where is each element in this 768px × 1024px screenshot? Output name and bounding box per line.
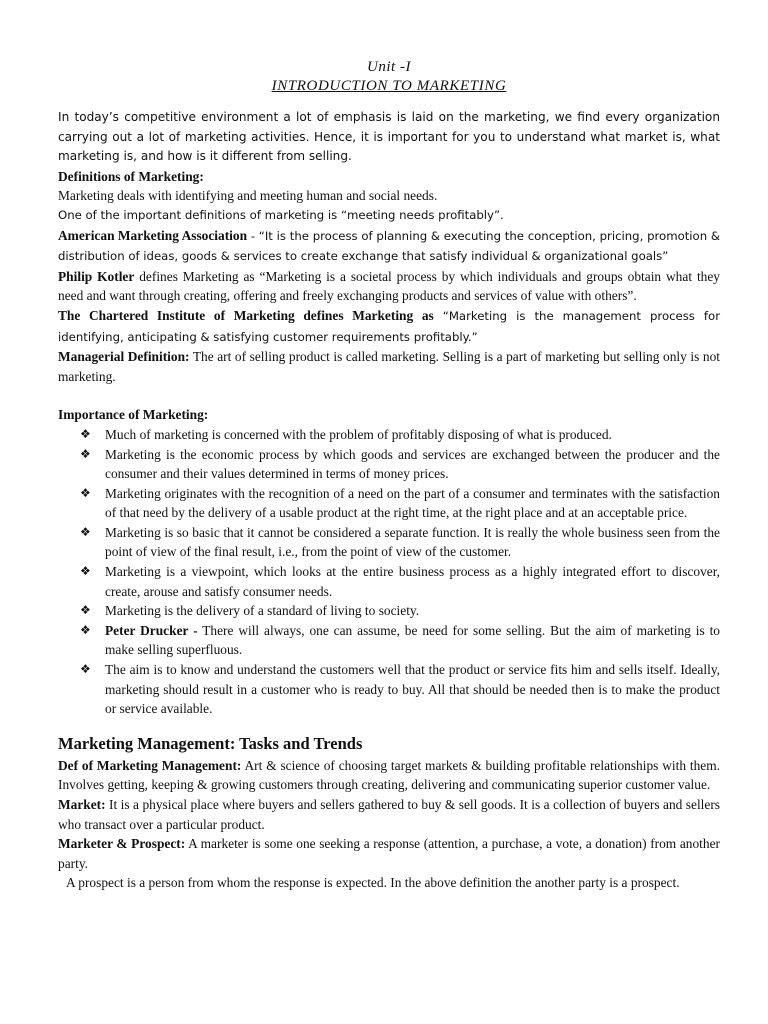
ama-label: American Marketing Association — [58, 227, 248, 243]
list-item: ❖ Marketing is so basic that it cannot be considered a separate function. It is really the whole business seen from the point of view of the final result, i.e., from the point of view of the customer. — [80, 524, 720, 560]
importance-list — [58, 425, 720, 719]
diamond-bullet-icon: ❖ — [80, 564, 91, 579]
definitions-heading: Definitions of Marketing: — [58, 168, 204, 184]
cim-text: “Marketing is the management process for identifying, anticipating & satisfying customer requirements profitably.” — [58, 308, 720, 344]
cim-definition — [58, 306, 720, 347]
market-text: It is a physical place where buyers and sellers gathered to buy & sell goods. It is a collection of buyers and sellers who transact over a particular product. — [58, 797, 720, 832]
ama-text: - “It is the process of planning & executing the conception, pricing, promotion & distribution of ideas, goods & services to create exchange that satisfy individual & organizational goals” — [58, 228, 721, 264]
list-item: ❖ Much of marketing is concerned with the problem of profitably disposing of what is produced. — [58, 425, 720, 445]
unit-label: Unit -I — [367, 59, 411, 75]
marketer-label: Marketer & Prospect: — [58, 836, 186, 852]
kotler-label: Philip Kotler — [58, 268, 135, 284]
page-title: INTRODUCTION TO MARKETING — [271, 78, 507, 94]
list-item: ❖ Marketing is the delivery of a standard of living to society. — [58, 601, 720, 621]
intro-paragraph: In today’s competitive environment a lot of emphasis is laid on the marketing, we find every organization carrying out a lot of marketing activities. Hence, it is important for you to understand what market is, what marketing is, and how is it different from selling. — [58, 110, 720, 164]
diamond-bullet-icon: ❖ — [80, 662, 91, 677]
market-definition — [58, 795, 720, 834]
document-page — [58, 58, 720, 893]
list-item: ❖ Marketing is a viewpoint, which looks at the entire business process as a highly integrated effort to discover, create, arouse and satisfy consumer needs. — [80, 564, 720, 599]
marketer-text: A marketer is some one seeking a response (attention, a purchase, a vote, a donation) from another party. — [58, 836, 720, 871]
diamond-bullet-icon: ❖ — [80, 622, 91, 637]
managerial-definition — [58, 347, 720, 386]
kotler-definition — [58, 267, 720, 306]
marketer-definition — [58, 834, 720, 873]
kotler-text: defines Marketing as “Marketing is a societal process by which individuals and groups obtain what they need and want through creating, offering and freely exchanging products and services of value with others”. — [58, 268, 720, 304]
definition-line-1: Marketing deals with identifying and meeting human and social needs. — [58, 188, 438, 204]
list-item: ❖ The aim is to know and understand the customers well that the product or service fits him and sells itself. Ideally, marketing should result in a customer who is ready to buy. All that should be needed then is to make the product or service available. — [80, 662, 720, 717]
managerial-label: Managerial Definition: — [58, 349, 190, 365]
list-item-drucker: ❖ Peter Drucker - There will always, one can assume, be need for some selling. But the aim of marketing is to make selling superfluous. — [80, 622, 720, 658]
def-text: Art & science of choosing target markets & building profitable relationships with them. Involves getting, keeping & growing customers through creating, delivering and communicating superior customer value. — [58, 757, 721, 793]
prospect-definition: A prospect is a person from whom the response is expected. In the above definition the another party is a prospect. — [66, 875, 680, 891]
diamond-bullet-icon: ❖ — [80, 485, 91, 500]
management-heading: Marketing Management: Tasks and Trends — [58, 733, 363, 753]
diamond-bullet-icon: ❖ — [80, 524, 91, 539]
drucker-label: Peter Drucker - — [105, 622, 198, 638]
list-item: ❖ Marketing originates with the recognition of a need on the part of a consumer and terminates with the satisfaction of that need by the delivery of a usable product at the right time, at the right place and at an acceptable price. — [80, 485, 720, 521]
def-label: Def of Marketing Management: — [58, 757, 242, 773]
importance-heading: Importance of Marketing: — [58, 407, 209, 423]
market-label: Market: — [58, 797, 106, 812]
diamond-bullet-icon: ❖ — [80, 446, 91, 461]
managerial-text: The art of selling product is called marketing. Selling is a part of marketing but selling only is not marketing. — [58, 349, 720, 384]
ama-definition — [58, 226, 720, 267]
diamond-bullet-icon: ❖ — [80, 603, 91, 618]
diamond-bullet-icon: ❖ — [80, 426, 91, 441]
list-item: ❖ Marketing is the economic process by which goods and services are exchanged between the producer and the consumer and their values determined in terms of money prices. — [80, 446, 720, 482]
cim-label: The Chartered Institute of Marketing defines Marketing as — [58, 307, 434, 323]
def-marketing-management — [58, 756, 720, 795]
definition-line-2: One of the important definitions of marketing is “meeting needs profitably”. — [58, 207, 504, 222]
